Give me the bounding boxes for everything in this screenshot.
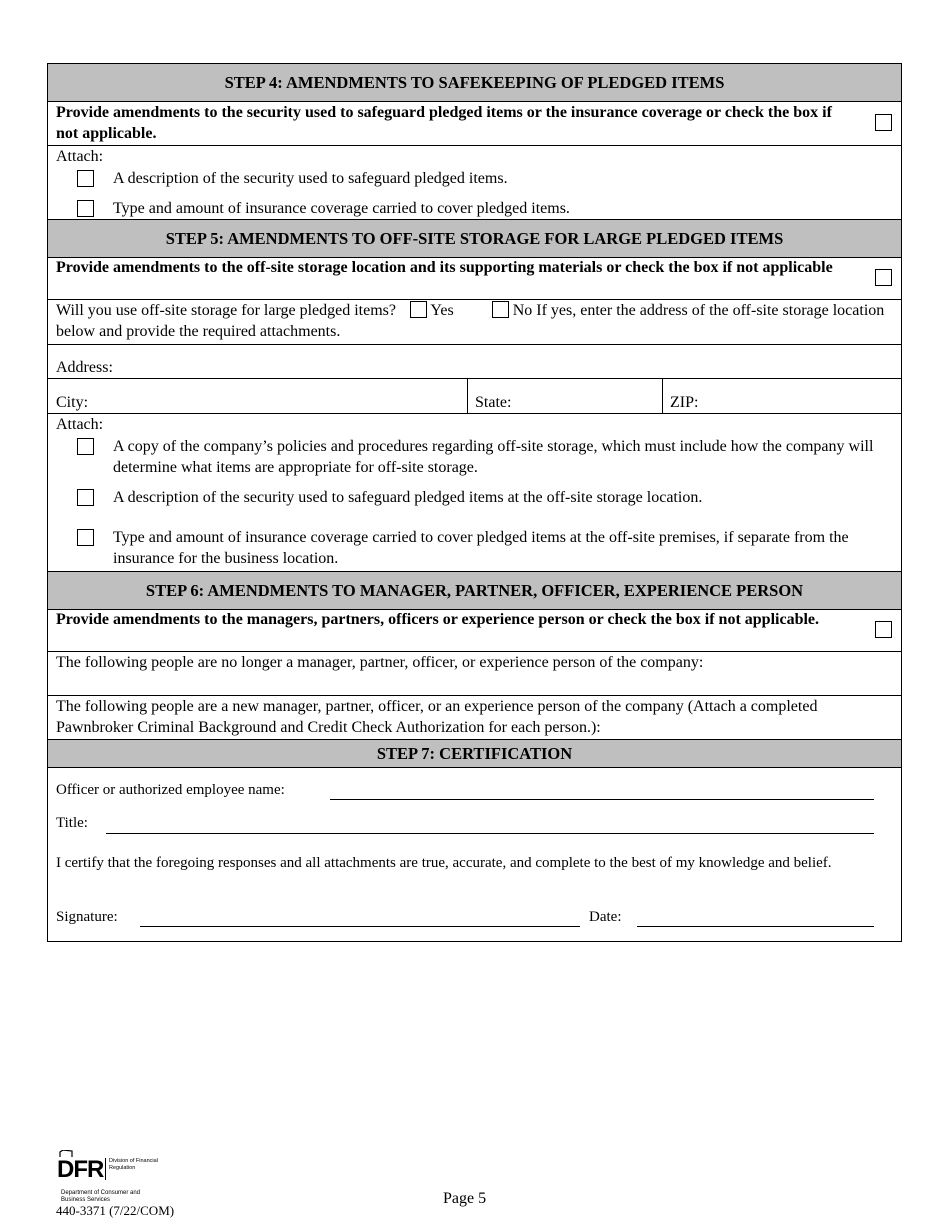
signature-line[interactable] xyxy=(140,926,580,927)
step7-title-label: Title: xyxy=(56,815,88,831)
step6-removed-people: The following people are no longer a manager, partner, officer, or experience person of the company: xyxy=(56,654,704,671)
step4-instruction: Provide amendments to the security used to safeguard pledged items or the insurance coverage or check the box if not applicable. xyxy=(56,104,832,142)
state-zip-divider xyxy=(662,379,663,413)
step4-instruction-row xyxy=(47,101,902,146)
step7-signature-label: Signature: xyxy=(56,909,118,925)
step6-new-people: The following people are a new manager, partner, officer, or an experience person of the company (Attach a completed Pawnbroker Criminal Background and Credit Check Authorization for each person.): xyxy=(56,698,818,736)
step5-no-label: No xyxy=(512,302,533,319)
city-state-divider xyxy=(467,379,468,413)
step7-header-text: STEP 7: CERTIFICATION xyxy=(376,743,573,763)
step4-attach-label: Attach: xyxy=(56,148,104,165)
step5-no-checkbox[interactable] xyxy=(492,301,509,318)
step5-header xyxy=(47,219,902,258)
step6-instruction: Provide amendments to the managers, partners, officers or experience person or check the box if not applicable. xyxy=(56,611,820,628)
step7-certify-text: I certify that the foregoing responses and all attachments are true, accurate, and complete to the best of my knowledge and belief. xyxy=(56,855,832,871)
date-line[interactable] xyxy=(637,926,874,927)
step6-instruction-row xyxy=(47,609,902,652)
step4-attach-row xyxy=(47,146,902,220)
step4-attach-insurance: Type and amount of insurance coverage carried to cover pledged items. xyxy=(113,200,570,217)
step6-header xyxy=(47,571,902,610)
dfr-division-text: Division of Financial Regulation xyxy=(109,1158,158,1171)
dfr-logo-text: DFR xyxy=(57,1156,104,1183)
step7-date-label: Date: xyxy=(589,909,622,925)
step4-attach-security-checkbox[interactable] xyxy=(77,170,94,187)
step5-attach-row xyxy=(47,414,902,572)
step5-instruction: Provide amendments to the off-site storage location and its supporting materials or check the box if not applicable xyxy=(56,259,833,276)
step5-attach-security-checkbox[interactable] xyxy=(77,489,94,506)
step4-attach-insurance-checkbox[interactable] xyxy=(77,200,94,217)
logo-divider xyxy=(105,1158,106,1180)
step5-question-row xyxy=(47,300,902,345)
step4-not-applicable-checkbox[interactable] xyxy=(875,114,892,131)
step6-not-applicable-checkbox[interactable] xyxy=(875,621,892,638)
step5-city-state-zip-row xyxy=(47,379,902,414)
step5-city-label: City: xyxy=(56,394,89,411)
step5-not-applicable-checkbox[interactable] xyxy=(875,269,892,286)
step5-address-label: Address: xyxy=(56,359,113,376)
step5-yes-checkbox[interactable] xyxy=(410,301,427,318)
step5-address-row[interactable] xyxy=(47,345,902,379)
step5-header-text: STEP 5: AMENDMENTS TO OFF-SITE STORAGE FOR LARGE PLEDGED ITEMS xyxy=(165,228,784,248)
step6-removed-row[interactable] xyxy=(47,652,902,696)
step5-question-tail: If yes, enter the address of the off-site storage location below and provide the required attachments. xyxy=(56,302,885,340)
step5-state-label: State: xyxy=(475,394,512,411)
title-line[interactable] xyxy=(106,833,874,834)
step7-name-label: Officer or authorized employee name: xyxy=(56,782,285,798)
step6-new-row[interactable] xyxy=(47,696,902,740)
step5-attach-policies-checkbox[interactable] xyxy=(77,438,94,455)
page-number: Page 5 xyxy=(443,1190,487,1207)
step4-header xyxy=(47,63,902,102)
dfr-department-text: Department of Consumer and Business Services xyxy=(61,1190,141,1203)
step5-attach-label: Attach: xyxy=(56,416,104,433)
step5-yes-label: Yes xyxy=(430,302,454,319)
step5-attach-insurance-checkbox[interactable] xyxy=(77,529,94,546)
form-number: 440-3371 (7/22/COM) xyxy=(56,1203,175,1218)
step6-header-text: STEP 6: AMENDMENTS TO MANAGER, PARTNER, OFFICER, EXPERIENCE PERSON xyxy=(145,580,804,600)
step5-question: Will you use off-site storage for large pledged items? xyxy=(56,302,396,319)
step7-certification-block xyxy=(47,767,902,942)
step5-attach-insurance: Type and amount of insurance coverage carried to cover pledged items at the off-site premises, if separate from the insurance for the business location. xyxy=(113,529,849,567)
step4-header-text: STEP 4: AMENDMENTS TO SAFEKEEPING OF PLEDGED ITEMS xyxy=(224,72,725,92)
step7-header xyxy=(47,739,902,768)
step5-attach-policies: A copy of the company’s policies and procedures regarding off-site storage, which must include how the company will determine what items are appropriate for off-site storage. xyxy=(113,438,874,476)
step5-attach-security: A description of the security used to safeguard pledged items at the off-site storage location. xyxy=(113,489,703,506)
step4-attach-security: A description of the security used to safeguard pledged items. xyxy=(113,170,508,187)
employee-name-line[interactable] xyxy=(330,799,874,800)
step5-question-block xyxy=(56,300,886,342)
step5-zip-label: ZIP: xyxy=(670,394,699,411)
step5-instruction-row xyxy=(47,257,902,300)
